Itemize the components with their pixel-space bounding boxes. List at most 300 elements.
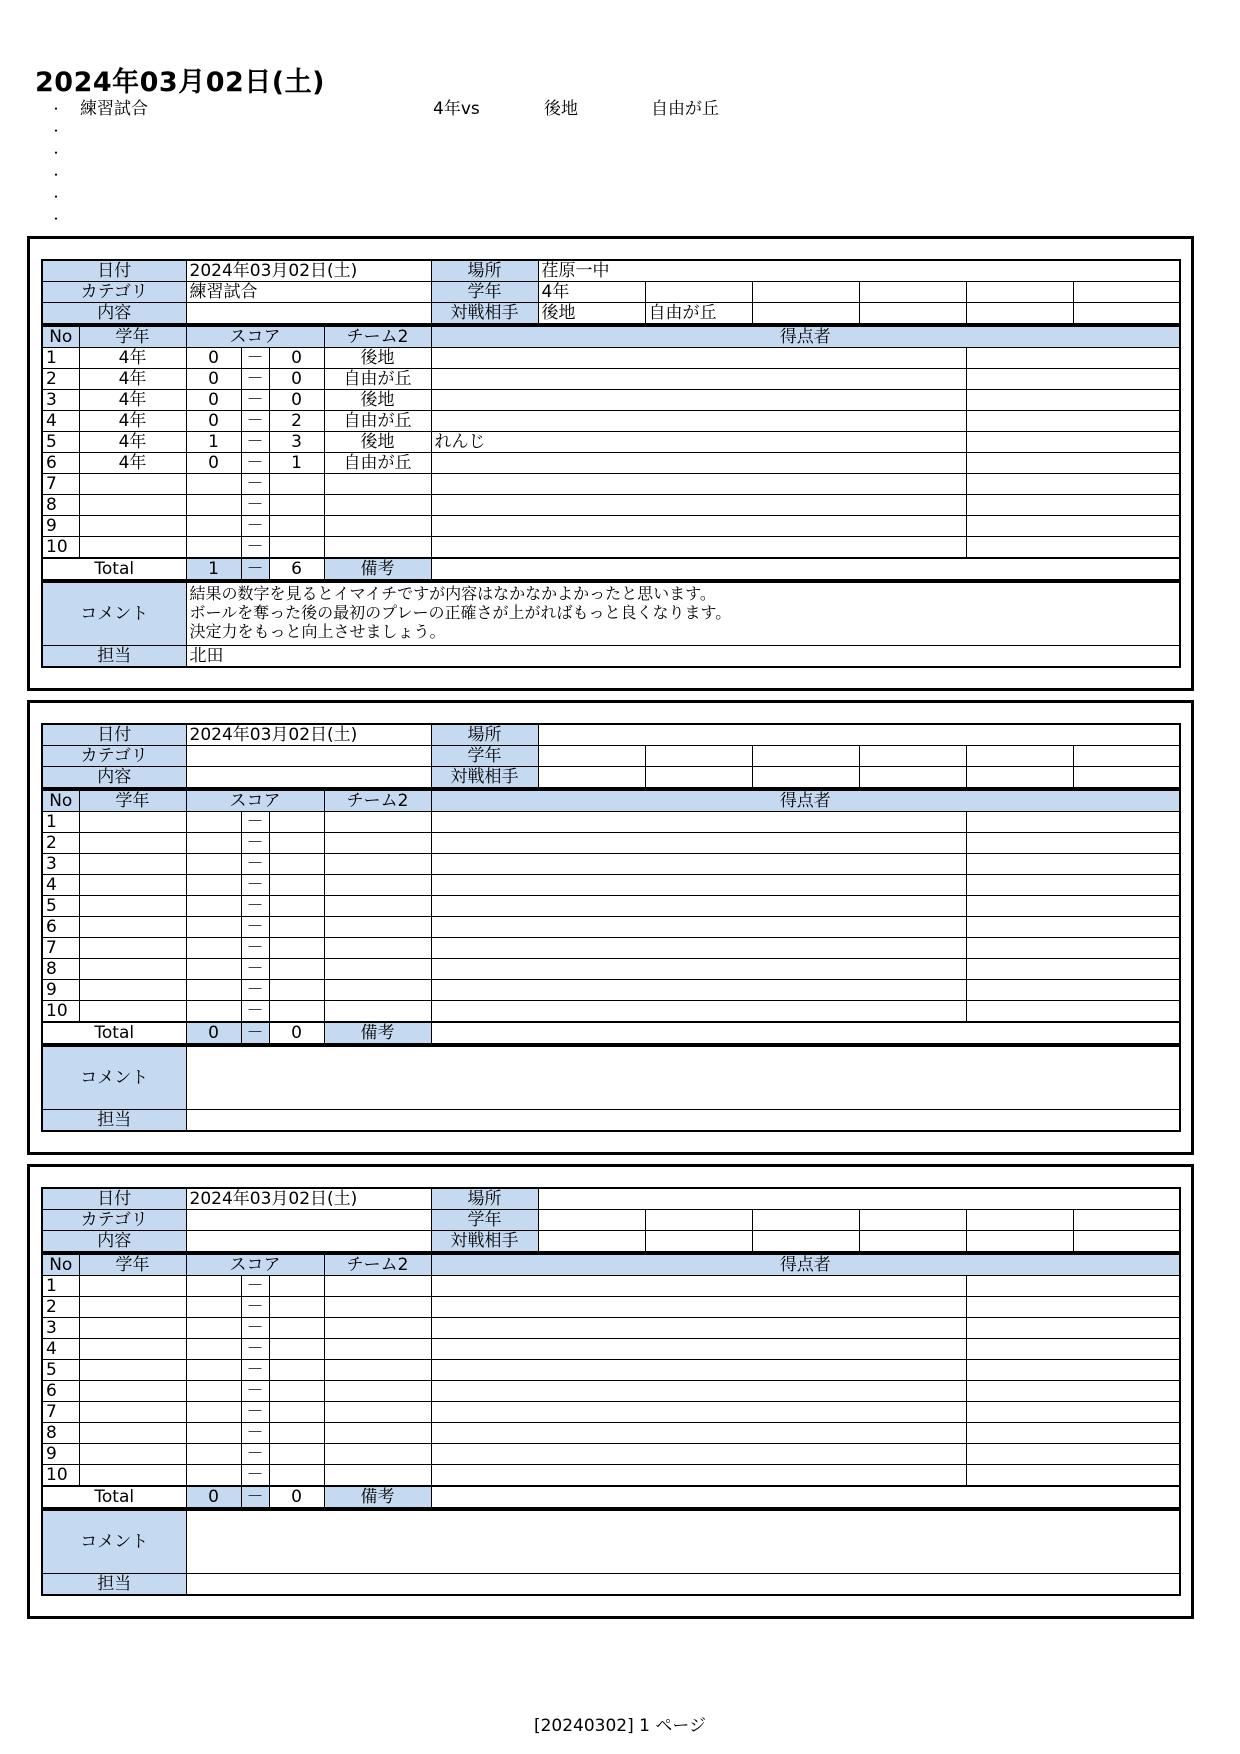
- score-row: [42, 917, 1180, 938]
- summary-team-b: 自由が丘: [651, 99, 719, 119]
- row-score-home: [186, 938, 241, 959]
- opponent-cell: [538, 1231, 645, 1253]
- category-value: 練習試合: [186, 282, 431, 303]
- score-row: [42, 812, 1180, 833]
- row-score-dash: －: [241, 390, 269, 411]
- row-no: 7: [42, 474, 79, 495]
- row-scorer: [431, 1381, 966, 1402]
- staff-label: 担当: [42, 1110, 186, 1132]
- row-scorer: [431, 348, 966, 369]
- comment-table: [41, 1045, 1181, 1132]
- place-label: 場所: [431, 724, 538, 746]
- opponent-cell: [752, 303, 859, 325]
- row-team2: [324, 896, 431, 917]
- place-value: [538, 1188, 1180, 1210]
- row-score-home: [186, 980, 241, 1001]
- content-label: 内容: [42, 303, 186, 325]
- row-score-home: [186, 1339, 241, 1360]
- row-scorer-extra: [966, 1465, 1180, 1487]
- row-scorer-extra: [966, 959, 1180, 980]
- score-table: [41, 789, 1181, 1045]
- row-score-dash: －: [241, 812, 269, 833]
- row-team2: [324, 495, 431, 516]
- grade-header: 学年: [79, 790, 186, 812]
- row-team2: [324, 537, 431, 559]
- row-score-away: [269, 495, 324, 516]
- row-score-away: [269, 1360, 324, 1381]
- info-row-content: [42, 1231, 1180, 1253]
- total-row: [42, 1486, 1180, 1508]
- row-scorer-extra: [966, 854, 1180, 875]
- row-score-home: 0: [186, 390, 241, 411]
- row-grade: [79, 1001, 186, 1023]
- content-value: [186, 1231, 431, 1253]
- row-scorer-extra: [966, 453, 1180, 474]
- row-team2: 後地: [324, 348, 431, 369]
- row-grade: [79, 1423, 186, 1444]
- bullet-marker: ・: [50, 146, 63, 160]
- row-no: 2: [42, 833, 79, 854]
- match-card: [27, 700, 1194, 1155]
- category-label: カテゴリ: [42, 746, 186, 767]
- row-no: 1: [42, 348, 79, 369]
- row-team2: [324, 1444, 431, 1465]
- row-team2: [324, 1339, 431, 1360]
- total-dash: －: [241, 1486, 269, 1508]
- row-grade: [79, 1297, 186, 1318]
- row-score-away: [269, 1001, 324, 1023]
- row-score-dash: －: [241, 1318, 269, 1339]
- total-home: 0: [186, 1022, 241, 1044]
- row-team2: [324, 959, 431, 980]
- row-scorer: [431, 453, 966, 474]
- bullet-marker: ・: [50, 168, 63, 182]
- row-scorer: [431, 1444, 966, 1465]
- row-score-home: 0: [186, 369, 241, 390]
- row-no: 8: [42, 959, 79, 980]
- row-score-home: [186, 495, 241, 516]
- row-grade: 4年: [79, 432, 186, 453]
- row-scorer-extra: [966, 1297, 1180, 1318]
- grade-value: [538, 1210, 645, 1231]
- row-score-home: [186, 917, 241, 938]
- row-team2: [324, 980, 431, 1001]
- opponent-cell: [1073, 303, 1180, 325]
- row-scorer: [431, 959, 966, 980]
- bullet-line: [50, 120, 1150, 142]
- row-score-away: [269, 537, 324, 559]
- total-dash: －: [241, 1022, 269, 1044]
- row-score-away: 0: [269, 369, 324, 390]
- score-row: [42, 1381, 1180, 1402]
- date-value: 2024年03月02日(土): [186, 1188, 431, 1210]
- row-score-home: [186, 474, 241, 495]
- row-team2: 後地: [324, 432, 431, 453]
- info-row-category: [42, 282, 1180, 303]
- opponent-cell: 後地: [538, 303, 645, 325]
- row-score-away: [269, 896, 324, 917]
- row-no: 10: [42, 1001, 79, 1023]
- bullet-line: [50, 208, 1150, 230]
- row-score-dash: －: [241, 1381, 269, 1402]
- grade-extra-cell: [1073, 282, 1180, 303]
- row-scorer: [431, 1423, 966, 1444]
- row-scorer-extra: [966, 980, 1180, 1001]
- staff-value: [186, 1574, 1180, 1596]
- row-score-away: [269, 1318, 324, 1339]
- row-score-dash: －: [241, 537, 269, 559]
- page-title: 2024年03月02日(土): [35, 67, 325, 98]
- row-no: 4: [42, 875, 79, 896]
- comment-row: [42, 1046, 1180, 1110]
- row-team2: [324, 833, 431, 854]
- row-score-home: [186, 1444, 241, 1465]
- row-grade: [79, 1465, 186, 1487]
- score-row: [42, 980, 1180, 1001]
- staff-value: 北田: [186, 646, 1180, 668]
- grade-value: [538, 746, 645, 767]
- no-header: No: [42, 1254, 79, 1276]
- row-grade: [79, 980, 186, 1001]
- row-no: 5: [42, 432, 79, 453]
- row-scorer-extra: [966, 495, 1180, 516]
- row-team2: [324, 938, 431, 959]
- row-score-dash: －: [241, 1444, 269, 1465]
- bullet-marker: ・: [50, 102, 63, 116]
- row-score-dash: －: [241, 1465, 269, 1487]
- staff-row: [42, 1574, 1180, 1596]
- row-score-away: [269, 875, 324, 896]
- remarks-label: 備考: [324, 1486, 431, 1508]
- row-no: 8: [42, 1423, 79, 1444]
- comment-text: [186, 582, 1180, 646]
- staff-label: 担当: [42, 1574, 186, 1596]
- row-team2: [324, 1276, 431, 1297]
- grade-extra-cell: [752, 282, 859, 303]
- row-no: 3: [42, 390, 79, 411]
- info-table: [41, 723, 1181, 789]
- row-grade: [79, 959, 186, 980]
- row-team2: [324, 516, 431, 537]
- bullet-line: [50, 186, 1150, 208]
- row-scorer: [431, 516, 966, 537]
- row-score-away: [269, 980, 324, 1001]
- row-no: 7: [42, 1402, 79, 1423]
- content-value: [186, 767, 431, 789]
- row-grade: [79, 516, 186, 537]
- score-header: スコア: [186, 790, 324, 812]
- opponent-cell: [859, 767, 966, 789]
- comment-label: コメント: [42, 1046, 186, 1110]
- summary-kind: 練習試合: [80, 99, 148, 119]
- total-row: [42, 1022, 1180, 1044]
- row-scorer: れんじ: [431, 432, 966, 453]
- row-scorer: [431, 1276, 966, 1297]
- remarks-value: [431, 558, 1180, 580]
- row-scorer: [431, 495, 966, 516]
- opponent-label: 対戦相手: [431, 1231, 538, 1253]
- row-grade: [79, 1444, 186, 1465]
- row-scorer-extra: [966, 1444, 1180, 1465]
- row-grade: [79, 812, 186, 833]
- row-scorer-extra: [966, 516, 1180, 537]
- score-row: [42, 432, 1180, 453]
- opponent-cell: [1073, 767, 1180, 789]
- row-scorer-extra: [966, 390, 1180, 411]
- total-label: Total: [42, 558, 186, 580]
- date-label: 日付: [42, 724, 186, 746]
- row-grade: [79, 495, 186, 516]
- total-label: Total: [42, 1022, 186, 1044]
- row-score-home: [186, 1465, 241, 1487]
- row-score-dash: －: [241, 495, 269, 516]
- row-score-away: [269, 1423, 324, 1444]
- grade-value: 4年: [538, 282, 645, 303]
- total-home: 0: [186, 1486, 241, 1508]
- score-row: [42, 1339, 1180, 1360]
- row-scorer-extra: [966, 1360, 1180, 1381]
- grade-extra-cell: [859, 1210, 966, 1231]
- page-footer: [20240302] 1 ページ: [533, 1716, 707, 1736]
- row-score-home: [186, 1297, 241, 1318]
- row-scorer: [431, 1360, 966, 1381]
- row-grade: 4年: [79, 390, 186, 411]
- row-no: 6: [42, 1381, 79, 1402]
- score-row: [42, 1423, 1180, 1444]
- row-scorer-extra: [966, 474, 1180, 495]
- row-score-away: [269, 1402, 324, 1423]
- comment-line: 結果の数字を見るとイマイチですが内容はなかなかよかったと思います。: [189, 584, 716, 603]
- row-score-away: [269, 1465, 324, 1487]
- row-team2: [324, 1318, 431, 1339]
- row-scorer: [431, 411, 966, 432]
- grade-header: 学年: [79, 1254, 186, 1276]
- total-dash: －: [241, 558, 269, 580]
- row-score-away: [269, 474, 324, 495]
- score-row: [42, 1402, 1180, 1423]
- row-scorer: [431, 917, 966, 938]
- bullet-line: [50, 98, 1150, 120]
- grade-label: 学年: [431, 1210, 538, 1231]
- row-grade: [79, 938, 186, 959]
- team2-header: チーム2: [324, 1254, 431, 1276]
- comment-line: 決定力をもっと向上させましょう。: [189, 622, 446, 641]
- row-score-away: [269, 959, 324, 980]
- row-scorer-extra: [966, 896, 1180, 917]
- row-scorer: [431, 1339, 966, 1360]
- grade-extra-cell: [859, 282, 966, 303]
- comment-table: [41, 1509, 1181, 1596]
- row-scorer-extra: [966, 812, 1180, 833]
- opponent-cell: [1073, 1231, 1180, 1253]
- row-no: 4: [42, 411, 79, 432]
- date-label: 日付: [42, 1188, 186, 1210]
- row-grade: [79, 896, 186, 917]
- row-score-home: [186, 1381, 241, 1402]
- row-score-away: 3: [269, 432, 324, 453]
- row-scorer: [431, 1402, 966, 1423]
- score-header-row: [42, 326, 1180, 348]
- row-no: 5: [42, 1360, 79, 1381]
- comment-row: [42, 1510, 1180, 1574]
- row-score-dash: －: [241, 896, 269, 917]
- row-score-home: [186, 812, 241, 833]
- row-scorer-extra: [966, 1276, 1180, 1297]
- score-row: [42, 959, 1180, 980]
- row-team2: [324, 1465, 431, 1487]
- no-header: No: [42, 790, 79, 812]
- row-grade: [79, 854, 186, 875]
- team2-header: チーム2: [324, 790, 431, 812]
- row-scorer: [431, 980, 966, 1001]
- info-table: [41, 259, 1181, 325]
- row-grade: [79, 1381, 186, 1402]
- row-scorer: [431, 854, 966, 875]
- row-score-dash: －: [241, 1276, 269, 1297]
- row-score-dash: －: [241, 917, 269, 938]
- row-score-away: [269, 1297, 324, 1318]
- comment-table: [41, 581, 1181, 668]
- opponent-cell: [752, 1231, 859, 1253]
- row-scorer: [431, 938, 966, 959]
- row-team2: [324, 1297, 431, 1318]
- grade-extra-cell: [966, 746, 1073, 767]
- row-scorer: [431, 369, 966, 390]
- score-row: [42, 453, 1180, 474]
- row-no: 2: [42, 1297, 79, 1318]
- row-no: 1: [42, 1276, 79, 1297]
- info-table: [41, 1187, 1181, 1253]
- row-no: 9: [42, 1444, 79, 1465]
- row-no: 7: [42, 938, 79, 959]
- row-grade: [79, 917, 186, 938]
- row-no: 10: [42, 537, 79, 559]
- row-score-away: [269, 1381, 324, 1402]
- row-scorer-extra: [966, 1318, 1180, 1339]
- row-score-dash: －: [241, 432, 269, 453]
- row-score-away: [269, 833, 324, 854]
- opponent-label: 対戦相手: [431, 303, 538, 325]
- remarks-label: 備考: [324, 558, 431, 580]
- date-label: 日付: [42, 260, 186, 282]
- row-scorer-extra: [966, 411, 1180, 432]
- bullet-line: [50, 142, 1150, 164]
- category-value: [186, 1210, 431, 1231]
- opponent-cell: [645, 1231, 752, 1253]
- row-no: 6: [42, 917, 79, 938]
- row-grade: 4年: [79, 411, 186, 432]
- row-no: 9: [42, 980, 79, 1001]
- row-score-dash: －: [241, 875, 269, 896]
- row-scorer: [431, 833, 966, 854]
- score-row: [42, 875, 1180, 896]
- row-no: 4: [42, 1339, 79, 1360]
- score-row: [42, 1444, 1180, 1465]
- grade-extra-cell: [645, 282, 752, 303]
- comment-row: [42, 582, 1180, 646]
- row-score-away: [269, 854, 324, 875]
- row-score-home: [186, 1423, 241, 1444]
- row-no: 3: [42, 1318, 79, 1339]
- row-scorer-extra: [966, 369, 1180, 390]
- grade-header: 学年: [79, 326, 186, 348]
- row-score-home: [186, 959, 241, 980]
- row-grade: [79, 875, 186, 896]
- row-grade: [79, 1318, 186, 1339]
- row-score-away: [269, 1339, 324, 1360]
- row-scorer: [431, 1001, 966, 1023]
- total-home: 1: [186, 558, 241, 580]
- row-no: 10: [42, 1465, 79, 1487]
- row-score-dash: －: [241, 1001, 269, 1023]
- row-score-home: [186, 1402, 241, 1423]
- remarks-value: [431, 1022, 1180, 1044]
- staff-label: 担当: [42, 646, 186, 668]
- score-row: [42, 474, 1180, 495]
- total-away: 6: [269, 558, 324, 580]
- row-score-dash: －: [241, 1402, 269, 1423]
- row-scorer-extra: [966, 1402, 1180, 1423]
- row-score-dash: －: [241, 348, 269, 369]
- row-grade: [79, 474, 186, 495]
- row-score-dash: －: [241, 854, 269, 875]
- row-scorer-extra: [966, 1381, 1180, 1402]
- row-team2: [324, 1381, 431, 1402]
- row-score-home: 0: [186, 411, 241, 432]
- score-row: [42, 516, 1180, 537]
- score-row: [42, 1318, 1180, 1339]
- score-row: [42, 495, 1180, 516]
- scorer-header: 得点者: [431, 1254, 1180, 1276]
- row-scorer: [431, 896, 966, 917]
- row-scorer-extra: [966, 537, 1180, 559]
- score-row: [42, 896, 1180, 917]
- row-scorer-extra: [966, 833, 1180, 854]
- row-scorer-extra: [966, 917, 1180, 938]
- info-row-content: [42, 767, 1180, 789]
- row-score-away: 1: [269, 453, 324, 474]
- row-team2: [324, 1402, 431, 1423]
- row-grade: 4年: [79, 369, 186, 390]
- row-team2: 自由が丘: [324, 411, 431, 432]
- date-value: 2024年03月02日(土): [186, 724, 431, 746]
- row-no: 6: [42, 453, 79, 474]
- category-label: カテゴリ: [42, 282, 186, 303]
- score-row: [42, 1001, 1180, 1023]
- row-grade: [79, 1339, 186, 1360]
- row-score-away: [269, 516, 324, 537]
- row-score-dash: －: [241, 1360, 269, 1381]
- row-grade: [79, 1276, 186, 1297]
- score-header: スコア: [186, 1254, 324, 1276]
- date-value: 2024年03月02日(土): [186, 260, 431, 282]
- remarks-label: 備考: [324, 1022, 431, 1044]
- row-score-dash: －: [241, 474, 269, 495]
- summary-bullets: [50, 98, 1150, 230]
- row-team2: [324, 875, 431, 896]
- row-score-dash: －: [241, 369, 269, 390]
- row-scorer: [431, 390, 966, 411]
- score-table: [41, 1253, 1181, 1509]
- row-score-home: [186, 1276, 241, 1297]
- opponent-cell: [859, 1231, 966, 1253]
- scorer-header: 得点者: [431, 790, 1180, 812]
- info-row-date: [42, 1188, 1180, 1210]
- score-row: [42, 1276, 1180, 1297]
- score-row: [42, 537, 1180, 559]
- row-scorer: [431, 812, 966, 833]
- total-away: 0: [269, 1022, 324, 1044]
